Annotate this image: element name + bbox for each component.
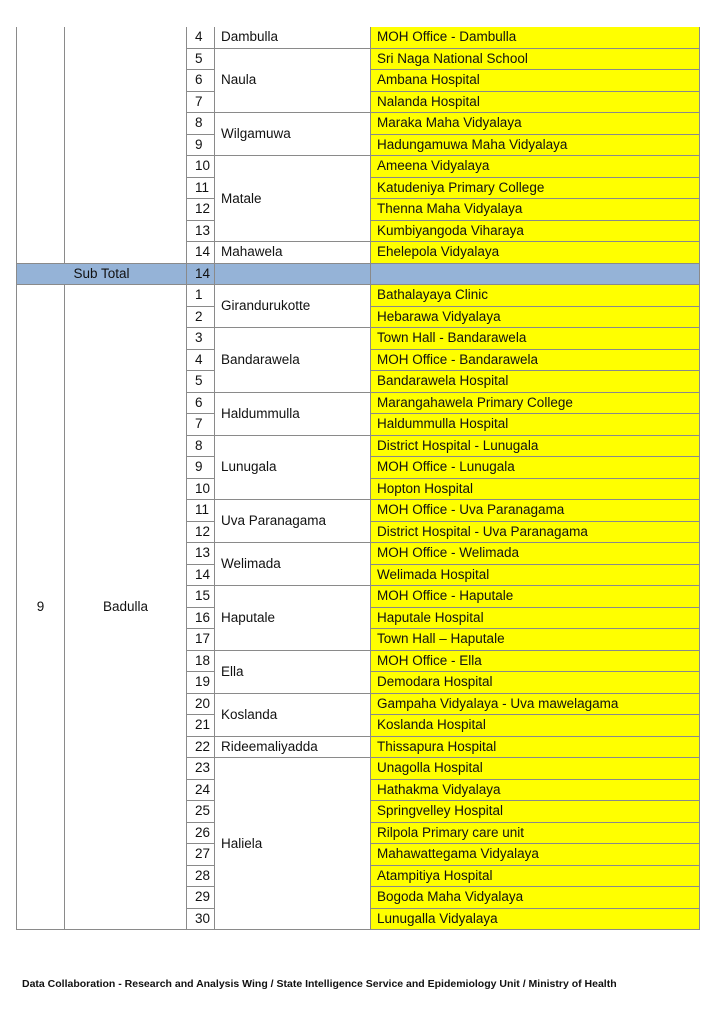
centre-name: MOH Office - Bandarawela <box>371 349 700 371</box>
row-number: 12 <box>187 521 215 543</box>
row-number: 13 <box>187 220 215 242</box>
centre-name: Bogoda Maha Vidyalaya <box>371 887 700 909</box>
centre-name: Springvelley Hospital <box>371 801 700 823</box>
moh-area: Uva Paranagama <box>215 500 371 543</box>
row-number: 10 <box>187 478 215 500</box>
centre-name: MOH Office - Haputale <box>371 586 700 608</box>
subtotal-value: 14 <box>187 263 215 285</box>
centre-name: Rilpola Primary care unit <box>371 822 700 844</box>
centre-name: Ehelepola Vidyalaya <box>371 242 700 264</box>
subtotal-row <box>17 263 700 285</box>
moh-area: Rideemaliyadda <box>215 736 371 758</box>
row-number: 21 <box>187 715 215 737</box>
row-number: 6 <box>187 392 215 414</box>
centre-name: Katudeniya Primary College <box>371 177 700 199</box>
moh-area: Haputale <box>215 586 371 651</box>
moh-area: Naula <box>215 48 371 113</box>
row-number: 23 <box>187 758 215 780</box>
row-number: 9 <box>187 457 215 479</box>
moh-area: Wilgamuwa <box>215 113 371 156</box>
centre-name: District Hospital - Lunugala <box>371 435 700 457</box>
row-number: 2 <box>187 306 215 328</box>
district-name-cell <box>65 27 187 263</box>
centre-name: Hebarawa Vidyalaya <box>371 306 700 328</box>
centre-name: MOH Office - Lunugala <box>371 457 700 479</box>
page-footer: Data Collaboration - Research and Analysis Wing / State Intelligence Service and Epidemiology Unit / Ministry of Health <box>22 978 617 990</box>
row-number: 13 <box>187 543 215 565</box>
subtotal-empty-cell <box>371 263 700 285</box>
moh-area: Bandarawela <box>215 328 371 393</box>
centre-name: Lunugalla Vidyalaya <box>371 908 700 930</box>
subtotal-label: Sub Total <box>17 263 187 285</box>
moh-area: Mahawela <box>215 242 371 264</box>
centre-name: Bandarawela Hospital <box>371 371 700 393</box>
centre-name: Town Hall – Haputale <box>371 629 700 651</box>
row-number: 14 <box>187 564 215 586</box>
centre-name: Thenna Maha Vidyalaya <box>371 199 700 221</box>
centre-name: Mahawattegama Vidyalaya <box>371 844 700 866</box>
district-index-cell <box>17 27 65 263</box>
moh-area: Matale <box>215 156 371 242</box>
row-number: 7 <box>187 414 215 436</box>
centre-name: Gampaha Vidyalaya - Uva mawelagama <box>371 693 700 715</box>
row-number: 19 <box>187 672 215 694</box>
row-number: 4 <box>187 27 215 48</box>
centre-name: Unagolla Hospital <box>371 758 700 780</box>
district-name: Badulla <box>65 285 187 930</box>
row-number: 4 <box>187 349 215 371</box>
centre-name: MOH Office - Uva Paranagama <box>371 500 700 522</box>
centre-name: Kumbiyangoda Viharaya <box>371 220 700 242</box>
row-number: 22 <box>187 736 215 758</box>
moh-area: Ella <box>215 650 371 693</box>
vaccination-centres-table <box>16 27 700 930</box>
row-number: 5 <box>187 371 215 393</box>
centre-name: Koslanda Hospital <box>371 715 700 737</box>
subtotal-empty-cell <box>215 263 371 285</box>
row-number: 6 <box>187 70 215 92</box>
row-number: 16 <box>187 607 215 629</box>
centre-name: Demodara Hospital <box>371 672 700 694</box>
table-row <box>17 27 700 48</box>
centre-name: Welimada Hospital <box>371 564 700 586</box>
centre-name: Town Hall - Bandarawela <box>371 328 700 350</box>
row-number: 5 <box>187 48 215 70</box>
centre-name: MOH Office - Dambulla <box>371 27 700 48</box>
moh-area: Haliela <box>215 758 371 930</box>
row-number: 28 <box>187 865 215 887</box>
centre-name: Maraka Maha Vidyalaya <box>371 113 700 135</box>
centre-name: Ameena Vidyalaya <box>371 156 700 178</box>
centre-name: MOH Office - Welimada <box>371 543 700 565</box>
moh-area: Haldummulla <box>215 392 371 435</box>
row-number: 30 <box>187 908 215 930</box>
row-number: 11 <box>187 500 215 522</box>
row-number: 3 <box>187 328 215 350</box>
centre-name: Atampitiya Hospital <box>371 865 700 887</box>
row-number: 27 <box>187 844 215 866</box>
row-number: 1 <box>187 285 215 307</box>
row-number: 7 <box>187 91 215 113</box>
row-number: 24 <box>187 779 215 801</box>
row-number: 11 <box>187 177 215 199</box>
centre-name: Haldummulla Hospital <box>371 414 700 436</box>
centre-name: Sri Naga National School <box>371 48 700 70</box>
moh-area: Welimada <box>215 543 371 586</box>
centre-name: Marangahawela Primary College <box>371 392 700 414</box>
centre-name: Hopton Hospital <box>371 478 700 500</box>
row-number: 14 <box>187 242 215 264</box>
row-number: 25 <box>187 801 215 823</box>
moh-area: Lunugala <box>215 435 371 500</box>
centre-name: Hathakma Vidyalaya <box>371 779 700 801</box>
centre-name: Bathalayaya Clinic <box>371 285 700 307</box>
row-number: 26 <box>187 822 215 844</box>
row-number: 17 <box>187 629 215 651</box>
row-number: 8 <box>187 113 215 135</box>
moh-area: Koslanda <box>215 693 371 736</box>
centre-name: Haputale Hospital <box>371 607 700 629</box>
centre-name: Nalanda Hospital <box>371 91 700 113</box>
moh-area: Dambulla <box>215 27 371 48</box>
row-number: 29 <box>187 887 215 909</box>
row-number: 15 <box>187 586 215 608</box>
row-number: 8 <box>187 435 215 457</box>
row-number: 10 <box>187 156 215 178</box>
row-number: 9 <box>187 134 215 156</box>
row-number: 18 <box>187 650 215 672</box>
centre-name: Thissapura Hospital <box>371 736 700 758</box>
moh-area: Girandurukotte <box>215 285 371 328</box>
centre-name: Ambana Hospital <box>371 70 700 92</box>
centre-name: MOH Office - Ella <box>371 650 700 672</box>
table-row <box>17 285 700 307</box>
district-index: 9 <box>17 285 65 930</box>
row-number: 20 <box>187 693 215 715</box>
centre-name: District Hospital - Uva Paranagama <box>371 521 700 543</box>
row-number: 12 <box>187 199 215 221</box>
centre-name: Hadungamuwa Maha Vidyalaya <box>371 134 700 156</box>
